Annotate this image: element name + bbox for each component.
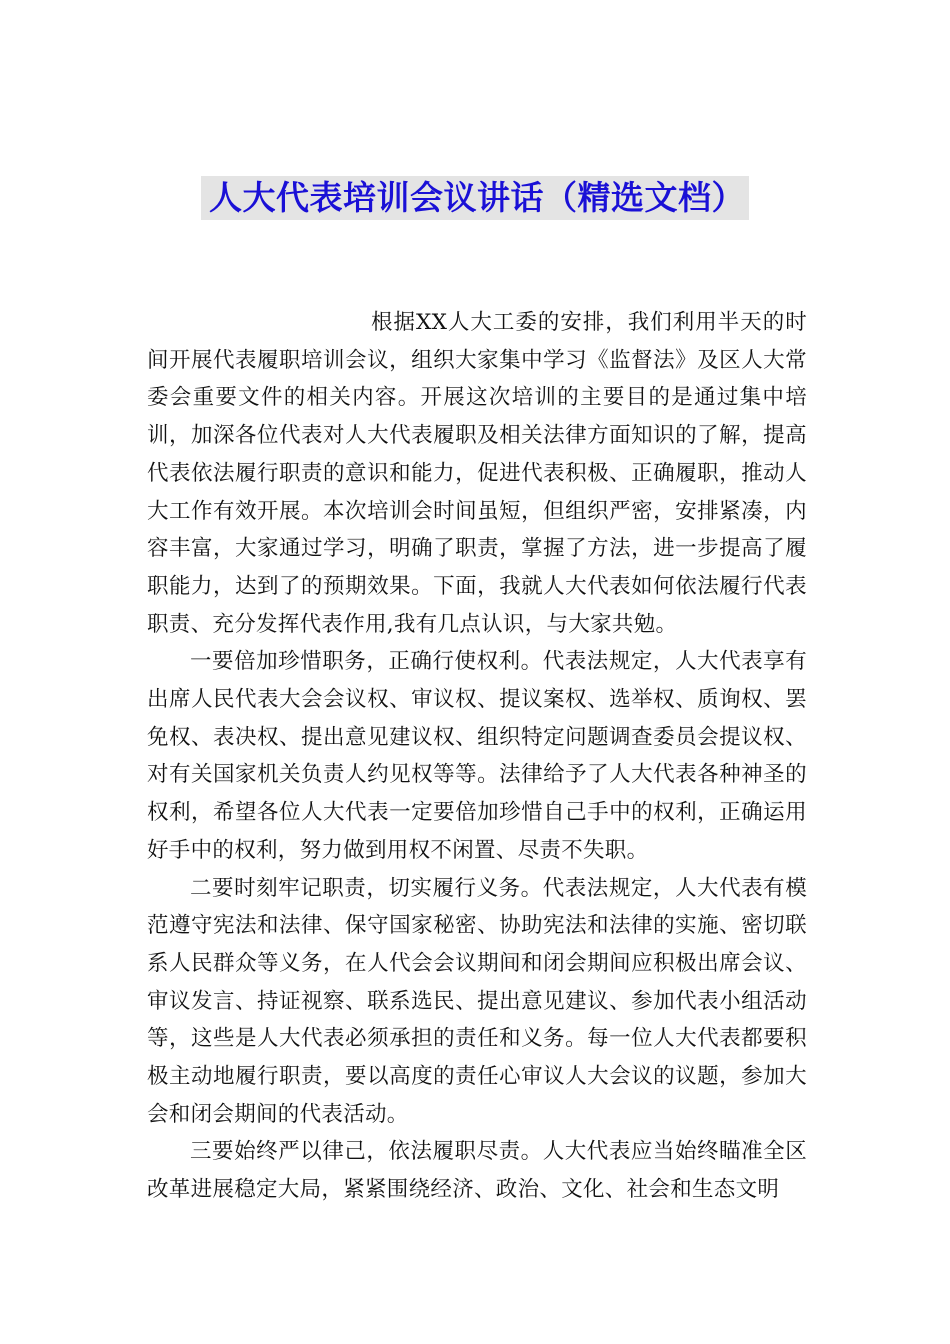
paragraph-point-one: 一要倍加珍惜职务，正确行使权利。代表法规定，人大代表享有出席人民代表大会会议权、审议权、提议案权、选举权、质询权、罢免权、表决权、提出意见建议权、组织特定问题调查委员会提议权、对有关国家机关负责人约见权等等。法律给予了人大代表各种神圣的权利，希望各位人大代表一定要倍加珍惜自己手中的权利，正确运用好手中的权利，努力做到用权不闲置、尽责不失职。: [147, 649, 807, 863]
paragraph-intro: 根据XX人大工委的安排，我们利用半天的时间开展代表履职培训会议，组织大家集中学习《监督法》及区人大常委会重要文件的相关内容。开展这次培训的主要目的是通过集中培训，加深各位代表对人大代表履职及相关法律方面知识的了解，提高代表依法履行职责的意识和能力，促进代表积极、正确履职，推动人大工作有效开展。本次培训会时间虽短，但组织严密，安排紧凑，内容丰富，大家通过学习，明确了职责，掌握了方法，进一步提高了履职能力，达到了的预期效果。下面，我就人大代表如何依法履行代表职责、充分发挥代表作用,我有几点认识，与大家共勉。: [147, 310, 807, 637]
document-title: 人大代表培训会议讲话（精选文档）: [201, 176, 749, 220]
title-container: [0, 176, 950, 220]
paragraph-point-three: 三要始终严以律己，依法履职尽责。人大代表应当始终瞄准全区改革进展稳定大局，紧紧围绕经济、政治、文化、社会和生态文明: [147, 1139, 807, 1203]
document-body: [147, 304, 807, 1209]
paragraph-point-two: 二要时刻牢记职责，切实履行义务。代表法规定，人大代表有模范遵守宪法和法律、保守国家秘密、协助宪法和法律的实施、密切联系人民群众等义务，在人代会会议期间和闭会期间应积极出席会议、审议发言、持证视察、联系选民、提出意见建议、参加代表小组活动等，这些是人大代表必须承担的责任和义务。每一位人大代表都要积极主动地履行职责，要以高度的责任心审议人大会议的议题，参加大会和闭会期间的代表活动。: [147, 875, 807, 1127]
